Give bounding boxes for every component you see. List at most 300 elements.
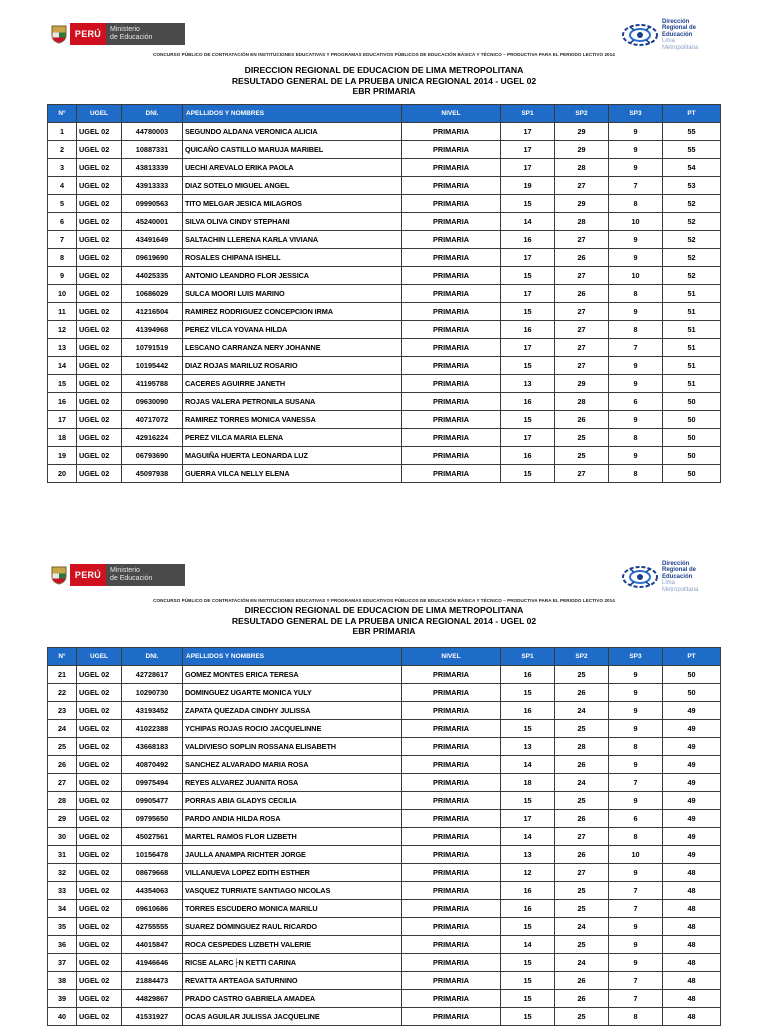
table-row: [48, 954, 721, 972]
row-ugel: UGEL 02: [77, 738, 122, 756]
row-pt: 51: [663, 321, 721, 339]
row-full-name: ROJAS VALERA PETRONILA SUSANA: [183, 393, 402, 411]
drelm-emblem-icon: [620, 22, 660, 48]
row-sp1: 17: [501, 810, 555, 828]
row-number: 38: [48, 972, 77, 990]
row-sp1: 17: [501, 159, 555, 177]
row-sp3: 9: [609, 375, 663, 393]
row-ugel: UGEL 02: [77, 231, 122, 249]
row-ugel: UGEL 02: [77, 972, 122, 990]
row-full-name: GOMEZ MONTES ERICA TERESA: [183, 666, 402, 684]
results-page-2: [0, 555, 768, 1024]
row-nivel: PRIMARIA: [402, 756, 501, 774]
row-sp2: 25: [555, 666, 609, 684]
row-number: 33: [48, 882, 77, 900]
row-dni: 41022388: [122, 720, 183, 738]
row-full-name: DIAZ ROJAS MARILUZ ROSARIO: [183, 357, 402, 375]
peru-ministry-logo: [48, 23, 185, 45]
row-sp1: 17: [501, 429, 555, 447]
row-sp3: 9: [609, 864, 663, 882]
row-ugel: UGEL 02: [77, 141, 122, 159]
row-sp2: 26: [555, 756, 609, 774]
row-nivel: PRIMARIA: [402, 339, 501, 357]
row-dni: 09610686: [122, 900, 183, 918]
row-sp1: 13: [501, 846, 555, 864]
row-ugel: UGEL 02: [77, 720, 122, 738]
table-row: [48, 159, 721, 177]
row-nivel: PRIMARIA: [402, 141, 501, 159]
row-pt: 50: [663, 465, 721, 483]
row-number: 17: [48, 411, 77, 429]
col-header-name: APELLIDOS Y NOMBRES: [183, 648, 402, 666]
row-dni: 09905477: [122, 792, 183, 810]
drel-line-2: Regional de: [662, 25, 697, 32]
row-sp2: 24: [555, 918, 609, 936]
row-sp1: 14: [501, 936, 555, 954]
row-dni: 09619690: [122, 249, 183, 267]
row-sp1: 15: [501, 1008, 555, 1026]
drel-line-3: Educación: [662, 31, 693, 38]
row-dni: 44025335: [122, 267, 183, 285]
row-sp3: 8: [609, 738, 663, 756]
row-sp1: 13: [501, 738, 555, 756]
table-row: [48, 195, 721, 213]
table-row: [48, 702, 721, 720]
row-nivel: PRIMARIA: [402, 213, 501, 231]
row-sp1: 17: [501, 339, 555, 357]
table-row: [48, 411, 721, 429]
row-sp1: 15: [501, 195, 555, 213]
row-ugel: UGEL 02: [77, 357, 122, 375]
row-sp1: 14: [501, 756, 555, 774]
row-full-name: LESCANO CARRANZA NERY JOHANNE: [183, 339, 402, 357]
row-pt: 49: [663, 828, 721, 846]
row-ugel: UGEL 02: [77, 1008, 122, 1026]
row-full-name: CACERES AGUIRRE JANETH: [183, 375, 402, 393]
row-sp2: 27: [555, 357, 609, 375]
row-ugel: UGEL 02: [77, 900, 122, 918]
row-full-name: ZAPATA QUEZADA CINDHY JULISSA: [183, 702, 402, 720]
row-dni: 21884473: [122, 972, 183, 990]
coat-of-arms-icon: [48, 23, 70, 45]
col-header-name: APELLIDOS Y NOMBRES: [183, 105, 402, 123]
row-sp1: 16: [501, 447, 555, 465]
row-dni: 40870492: [122, 756, 183, 774]
row-sp2: 26: [555, 411, 609, 429]
row-sp2: 25: [555, 429, 609, 447]
row-sp1: 12: [501, 864, 555, 882]
row-nivel: PRIMARIA: [402, 810, 501, 828]
row-full-name: ANTONIO LEANDRO FLOR JESSICA: [183, 267, 402, 285]
table-row: [48, 303, 721, 321]
row-ugel: UGEL 02: [77, 774, 122, 792]
drel-line-5: Metropolitana: [662, 586, 699, 593]
row-full-name: MAGUIÑA HUERTA LEONARDA LUZ: [183, 447, 402, 465]
row-full-name: PEREZ VILCA YOVANA HILDA: [183, 321, 402, 339]
drelm-logo: [620, 18, 720, 51]
row-pt: 50: [663, 447, 721, 465]
row-number: 23: [48, 702, 77, 720]
row-nivel: PRIMARIA: [402, 285, 501, 303]
results-table-1: [47, 104, 721, 483]
row-dni: 42916224: [122, 429, 183, 447]
row-nivel: PRIMARIA: [402, 393, 501, 411]
ministry-line-2: de Educación: [110, 575, 153, 582]
row-number: 22: [48, 684, 77, 702]
row-number: 34: [48, 900, 77, 918]
row-full-name: GUERRA VILCA NELLY ELENA: [183, 465, 402, 483]
row-sp1: 15: [501, 411, 555, 429]
row-nivel: PRIMARIA: [402, 177, 501, 195]
row-sp1: 15: [501, 792, 555, 810]
row-sp3: 8: [609, 1008, 663, 1026]
row-pt: 49: [663, 702, 721, 720]
row-dni: 41394968: [122, 321, 183, 339]
row-nivel: PRIMARIA: [402, 303, 501, 321]
row-number: 25: [48, 738, 77, 756]
row-number: 12: [48, 321, 77, 339]
contest-heading: CONCURSO PÚBLICO DE CONTRATACIÓN EN INSTITUCIONES EDUCATIVAS Y PROGRAMAS EDUCATIVOS PÚBLICOS DE EDUCACIÓN BÁSICA Y TÉCNICO – PRODUCTIVA PARA EL PERIODO LECTIVO 2014: [153, 598, 615, 603]
table-row: [48, 141, 721, 159]
report-titles: [0, 605, 768, 637]
row-number: 40: [48, 1008, 77, 1026]
row-nivel: PRIMARIA: [402, 159, 501, 177]
row-sp2: 25: [555, 447, 609, 465]
row-number: 18: [48, 429, 77, 447]
table-row: [48, 792, 721, 810]
drel-line-5: Metropolitana: [662, 44, 699, 51]
drel-line-4: Lima: [662, 38, 676, 45]
table-row: [48, 339, 721, 357]
row-dni: 45027561: [122, 828, 183, 846]
row-sp1: 16: [501, 900, 555, 918]
table-row: [48, 972, 721, 990]
row-ugel: UGEL 02: [77, 213, 122, 231]
table-row: [48, 267, 721, 285]
row-number: 6: [48, 213, 77, 231]
row-sp3: 9: [609, 918, 663, 936]
row-sp2: 29: [555, 375, 609, 393]
row-dni: 45097938: [122, 465, 183, 483]
table-row: [48, 810, 721, 828]
row-sp3: 10: [609, 846, 663, 864]
row-pt: 49: [663, 720, 721, 738]
row-sp2: 25: [555, 936, 609, 954]
row-sp1: 15: [501, 357, 555, 375]
row-nivel: PRIMARIA: [402, 267, 501, 285]
row-nivel: PRIMARIA: [402, 231, 501, 249]
peru-label: PERÚ: [70, 23, 106, 45]
row-ugel: UGEL 02: [77, 465, 122, 483]
row-full-name: SUAREZ DOMINGUEZ RAUL RICARDO: [183, 918, 402, 936]
row-ugel: UGEL 02: [77, 321, 122, 339]
row-full-name: SILVA OLIVA CINDY STEPHANI: [183, 213, 402, 231]
row-sp2: 25: [555, 720, 609, 738]
row-pt: 48: [663, 936, 721, 954]
col-header-sp1: SP1: [501, 648, 555, 666]
row-pt: 52: [663, 213, 721, 231]
drel-line-3: Educación: [662, 573, 693, 580]
row-sp1: 15: [501, 720, 555, 738]
row-full-name: QUICAÑO CASTILLO MARUJA MARIBEL: [183, 141, 402, 159]
row-ugel: UGEL 02: [77, 195, 122, 213]
row-sp1: 17: [501, 249, 555, 267]
row-nivel: PRIMARIA: [402, 936, 501, 954]
row-nivel: PRIMARIA: [402, 411, 501, 429]
row-ugel: UGEL 02: [77, 702, 122, 720]
row-sp1: 19: [501, 177, 555, 195]
row-number: 13: [48, 339, 77, 357]
row-number: 35: [48, 918, 77, 936]
row-sp3: 8: [609, 195, 663, 213]
row-sp3: 7: [609, 882, 663, 900]
row-dni: 10290730: [122, 684, 183, 702]
table-row: [48, 375, 721, 393]
row-number: 3: [48, 159, 77, 177]
row-pt: 50: [663, 393, 721, 411]
row-sp2: 27: [555, 339, 609, 357]
row-nivel: PRIMARIA: [402, 720, 501, 738]
row-number: 36: [48, 936, 77, 954]
row-sp2: 27: [555, 177, 609, 195]
row-sp1: 15: [501, 465, 555, 483]
row-pt: 48: [663, 972, 721, 990]
ministry-label: [106, 564, 185, 586]
row-full-name: MARTEL RAMOS FLOR LIZBETH: [183, 828, 402, 846]
row-pt: 51: [663, 357, 721, 375]
row-dni: 43913333: [122, 177, 183, 195]
row-sp3: 9: [609, 303, 663, 321]
row-nivel: PRIMARIA: [402, 249, 501, 267]
table-row: [48, 429, 721, 447]
row-nivel: PRIMARIA: [402, 972, 501, 990]
row-pt: 53: [663, 177, 721, 195]
row-number: 31: [48, 846, 77, 864]
ministry-line-1: Ministerio: [110, 567, 140, 574]
row-dni: 44829867: [122, 990, 183, 1008]
row-sp2: 25: [555, 792, 609, 810]
row-dni: 44015847: [122, 936, 183, 954]
row-number: 8: [48, 249, 77, 267]
row-ugel: UGEL 02: [77, 159, 122, 177]
row-number: 4: [48, 177, 77, 195]
row-pt: 48: [663, 1008, 721, 1026]
row-pt: 52: [663, 195, 721, 213]
row-sp2: 26: [555, 249, 609, 267]
row-ugel: UGEL 02: [77, 249, 122, 267]
table-row: [48, 738, 721, 756]
row-dni: 09795650: [122, 810, 183, 828]
row-sp3: 8: [609, 828, 663, 846]
row-ugel: UGEL 02: [77, 339, 122, 357]
row-full-name: RAMIREZ RODRIGUEZ CONCEPCION IRMA: [183, 303, 402, 321]
row-nivel: PRIMARIA: [402, 792, 501, 810]
row-sp2: 26: [555, 990, 609, 1008]
row-sp1: 15: [501, 972, 555, 990]
row-dni: 44780003: [122, 123, 183, 141]
row-pt: 52: [663, 249, 721, 267]
row-pt: 49: [663, 738, 721, 756]
row-number: 9: [48, 267, 77, 285]
row-number: 2: [48, 141, 77, 159]
row-pt: 51: [663, 303, 721, 321]
row-ugel: UGEL 02: [77, 918, 122, 936]
title-line-1: DIRECCION REGIONAL DE EDUCACION DE LIMA METROPOLITANA: [244, 605, 524, 615]
col-header-num: N°: [48, 105, 77, 123]
row-nivel: PRIMARIA: [402, 882, 501, 900]
row-pt: 50: [663, 684, 721, 702]
row-sp1: 14: [501, 828, 555, 846]
table-header-row: [48, 105, 721, 123]
row-ugel: UGEL 02: [77, 375, 122, 393]
col-header-ugel: UGEL: [77, 105, 122, 123]
row-ugel: UGEL 02: [77, 828, 122, 846]
row-full-name: PORRAS ABIA GLADYS CECILIA: [183, 792, 402, 810]
row-dni: 10156478: [122, 846, 183, 864]
row-dni: 41946646: [122, 954, 183, 972]
row-sp3: 8: [609, 429, 663, 447]
row-ugel: UGEL 02: [77, 882, 122, 900]
table-row: [48, 774, 721, 792]
col-header-nivel: NIVEL: [402, 105, 501, 123]
row-full-name: PRADO CASTRO GABRIELA AMADEA: [183, 990, 402, 1008]
row-number: 29: [48, 810, 77, 828]
row-sp2: 29: [555, 195, 609, 213]
row-ugel: UGEL 02: [77, 864, 122, 882]
row-sp3: 9: [609, 684, 663, 702]
table-row: [48, 684, 721, 702]
row-full-name: REVATTA ARTEAGA SATURNINO: [183, 972, 402, 990]
row-sp2: 26: [555, 972, 609, 990]
row-sp1: 15: [501, 267, 555, 285]
row-full-name: YCHIPAS ROJAS ROCIO JACQUELINNE: [183, 720, 402, 738]
row-sp2: 27: [555, 465, 609, 483]
row-sp3: 9: [609, 411, 663, 429]
row-sp2: 26: [555, 285, 609, 303]
col-header-ugel: UGEL: [77, 648, 122, 666]
row-full-name: JAULLA ANAMPA RICHTER JORGE: [183, 846, 402, 864]
row-ugel: UGEL 02: [77, 846, 122, 864]
row-nivel: PRIMARIA: [402, 375, 501, 393]
row-sp3: 9: [609, 666, 663, 684]
row-full-name: OCAS AGUILAR JULISSA JACQUELINE: [183, 1008, 402, 1026]
row-number: 26: [48, 756, 77, 774]
table-row: [48, 123, 721, 141]
row-number: 20: [48, 465, 77, 483]
row-pt: 49: [663, 756, 721, 774]
table-row: [48, 285, 721, 303]
table-row: [48, 900, 721, 918]
report-titles: [0, 65, 768, 97]
results-table-2: [47, 647, 721, 1026]
row-nivel: PRIMARIA: [402, 864, 501, 882]
col-header-pt: PT: [663, 105, 721, 123]
row-full-name: TITO MELGAR JESICA MILAGROS: [183, 195, 402, 213]
table-row: [48, 666, 721, 684]
row-sp3: 9: [609, 357, 663, 375]
title-line-2: RESULTADO GENERAL DE LA PRUEBA UNICA REGIONAL 2014 - UGEL 02: [231, 615, 537, 626]
row-nivel: PRIMARIA: [402, 666, 501, 684]
peru-label: PERÚ: [70, 564, 106, 586]
row-sp3: 7: [609, 177, 663, 195]
row-sp2: 27: [555, 321, 609, 339]
row-pt: 49: [663, 774, 721, 792]
row-number: 7: [48, 231, 77, 249]
title-line-3: EBR PRIMARIA: [352, 86, 416, 97]
row-ugel: UGEL 02: [77, 666, 122, 684]
row-sp3: 6: [609, 810, 663, 828]
row-pt: 48: [663, 954, 721, 972]
row-nivel: PRIMARIA: [402, 828, 501, 846]
row-nivel: PRIMARIA: [402, 321, 501, 339]
row-pt: 54: [663, 159, 721, 177]
row-sp3: 9: [609, 249, 663, 267]
row-sp3: 6: [609, 393, 663, 411]
row-ugel: UGEL 02: [77, 393, 122, 411]
row-sp3: 7: [609, 900, 663, 918]
row-sp2: 27: [555, 864, 609, 882]
row-pt: 48: [663, 864, 721, 882]
col-header-dni: DNI.: [122, 648, 183, 666]
row-ugel: UGEL 02: [77, 447, 122, 465]
row-pt: 48: [663, 990, 721, 1008]
row-pt: 51: [663, 285, 721, 303]
row-sp2: 29: [555, 123, 609, 141]
table-row: [48, 828, 721, 846]
table-row: [48, 465, 721, 483]
table-row: [48, 357, 721, 375]
row-number: 28: [48, 792, 77, 810]
row-ugel: UGEL 02: [77, 756, 122, 774]
row-number: 32: [48, 864, 77, 882]
table-row: [48, 249, 721, 267]
row-number: 5: [48, 195, 77, 213]
row-sp2: 27: [555, 303, 609, 321]
row-full-name: REYES ALVAREZ JUANITA ROSA: [183, 774, 402, 792]
row-ugel: UGEL 02: [77, 285, 122, 303]
row-sp2: 27: [555, 267, 609, 285]
row-full-name: PEREZ VILCA MARIA ELENA: [183, 429, 402, 447]
row-pt: 49: [663, 792, 721, 810]
row-full-name: SANCHEZ ALVARADO MARIA ROSA: [183, 756, 402, 774]
row-dni: 09630090: [122, 393, 183, 411]
row-sp3: 10: [609, 213, 663, 231]
row-dni: 09975494: [122, 774, 183, 792]
row-sp1: 15: [501, 303, 555, 321]
row-ugel: UGEL 02: [77, 177, 122, 195]
drel-line-2: Regional de: [662, 567, 697, 574]
row-number: 15: [48, 375, 77, 393]
row-sp3: 9: [609, 954, 663, 972]
drel-line-4: Lima: [662, 580, 676, 587]
drelm-emblem-icon: [620, 564, 660, 590]
row-pt: 48: [663, 900, 721, 918]
row-sp1: 16: [501, 666, 555, 684]
row-dni: 08679668: [122, 864, 183, 882]
table-row: [48, 177, 721, 195]
row-pt: 49: [663, 810, 721, 828]
table-row: [48, 213, 721, 231]
row-full-name: RAMIREZ TORRES MONICA VANESSA: [183, 411, 402, 429]
drelm-logo: [620, 560, 720, 593]
row-dni: 41216504: [122, 303, 183, 321]
row-number: 39: [48, 990, 77, 1008]
row-nivel: PRIMARIA: [402, 900, 501, 918]
row-nivel: PRIMARIA: [402, 447, 501, 465]
table-row: [48, 720, 721, 738]
row-ugel: UGEL 02: [77, 954, 122, 972]
row-dni: 10195442: [122, 357, 183, 375]
